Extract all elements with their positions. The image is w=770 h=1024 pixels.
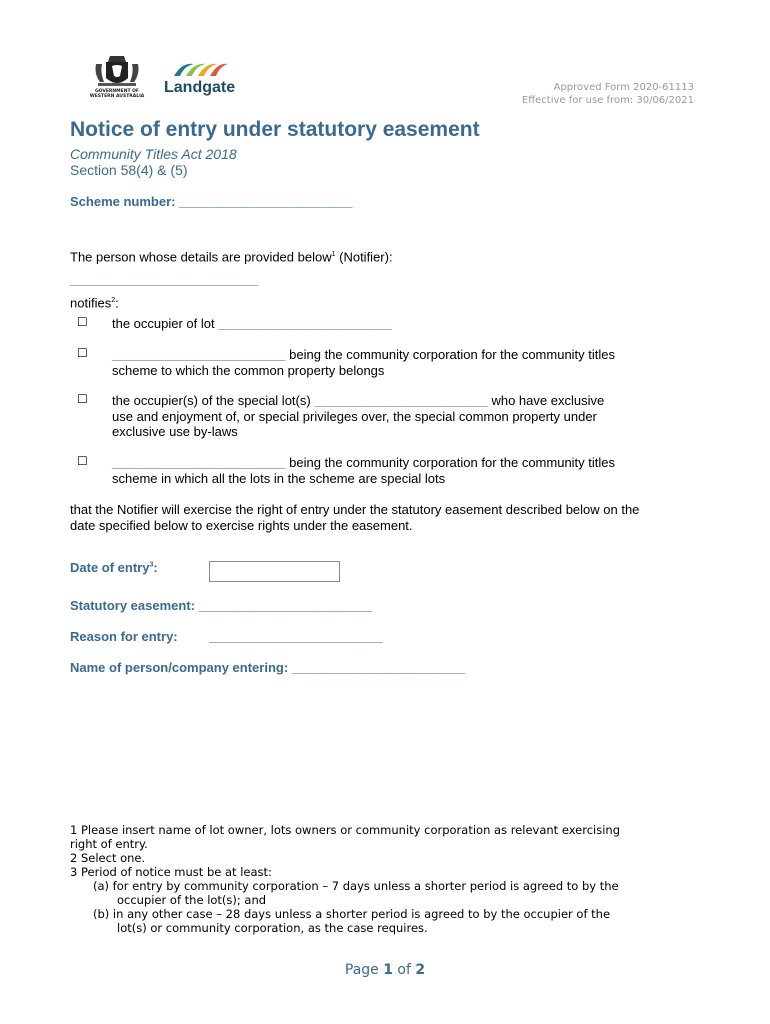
footnote-2: 2 Select one. [70, 851, 146, 865]
page-word: Page [344, 962, 384, 978]
gov-logo-caption [88, 89, 146, 99]
person-entering-label: Name of person/company entering: [70, 660, 289, 675]
date-label-text: Date of entry [70, 560, 150, 575]
gov-logo-line-2: WESTERN AUSTRALIA [89, 94, 145, 99]
option-1-lot-field[interactable]: ________________________ [218, 316, 392, 331]
act-name: Community Titles Act 2018 [70, 146, 237, 162]
notifies-word: notifies [70, 295, 112, 311]
reason-for-entry-field[interactable]: ________________________ [209, 629, 383, 644]
notice-paragraph-line-1: that the Notifier will exercise the right of entry under the statutory easement described below on the [70, 502, 640, 517]
footnote-3b-line-1: (b) in any other case – 28 days unless a shorter period is agreed to by the occupier of the [93, 907, 611, 921]
footnote-3b-line-2: lot(s) or community corporation, as the case requires. [117, 921, 428, 935]
form-meta [522, 81, 694, 107]
section-reference: Section 58(4) & (5) [70, 162, 188, 178]
option-2-checkbox[interactable]: ☐ [77, 346, 88, 360]
footnote-ref-3: 3 [149, 561, 154, 569]
footnote-3: 3 Period of notice must be at least: [70, 865, 272, 879]
option-2-corporation-field[interactable]: ________________________ [112, 347, 286, 362]
option-3-line-2: use and enjoyment of, or special privileges over, the special common property under [112, 408, 597, 424]
option-3-line-1a: the occupier(s) of the special lot(s) [112, 393, 315, 408]
scheme-number-field[interactable]: ________________________ [179, 194, 353, 209]
statutory-easement-label: Statutory easement: [70, 598, 195, 613]
form-number: Approved Form 2020-61113 [553, 82, 694, 93]
scheme-number-row [70, 194, 353, 209]
notice-paragraph-line-2: date specified below to exercise rights under the easement. [70, 517, 413, 533]
statutory-easement-field[interactable]: ________________________ [198, 598, 373, 613]
notifies-label [70, 293, 119, 311]
notifier-name-field[interactable]: __________________________ [70, 272, 258, 287]
option-1-text [112, 316, 392, 332]
current-page: 1 [383, 962, 393, 978]
footnote-1-line-2: right of entry. [70, 837, 148, 851]
of-word: of [392, 962, 416, 978]
option-3-checkbox[interactable]: ☐ [77, 392, 88, 406]
option-4-corporation-field[interactable]: ________________________ [112, 455, 286, 470]
reason-for-entry-label: Reason for entry: [70, 629, 178, 644]
notifies-colon: : [115, 295, 119, 311]
date-label-colon: : [153, 560, 158, 575]
total-pages: 2 [415, 962, 426, 978]
option-4-checkbox[interactable]: ☐ [77, 454, 88, 468]
footnote-1-line-1: 1 Please insert name of lot owner, lots owners or community corporation as relevant exercising [70, 823, 621, 837]
footnote-ref-1: 1 [331, 251, 336, 258]
date-of-entry-input[interactable] [209, 561, 340, 582]
option-3-special-lots-field[interactable]: ________________________ [314, 393, 488, 408]
option-1-checkbox[interactable]: ☐ [77, 315, 88, 329]
option-4-line-1: being the community corporation for the community titles [285, 455, 616, 470]
notice-paragraph [70, 502, 710, 533]
option-4-text [112, 455, 682, 486]
landgate-swoosh-icon [172, 58, 228, 80]
date-of-entry-label [70, 560, 158, 575]
option-3-line-3: exclusive use by-laws [112, 424, 238, 439]
option-2-text [112, 347, 682, 378]
notifier-intro-text: The person whose details are provided below [70, 249, 332, 265]
option-3-text [112, 393, 682, 440]
notifier-intro [70, 247, 393, 265]
option-2-line-2: scheme to which the common property belongs [112, 362, 385, 378]
footnote-3a-line-2: occupier of the lot(s); and [117, 893, 267, 907]
notifier-intro-suffix: (Notifier): [335, 249, 393, 265]
gov-logo-line-1: GOVERNMENT OF [94, 89, 140, 94]
page-indicator [0, 962, 770, 978]
person-entering-row [70, 660, 465, 675]
footnote-ref-2: 2 [111, 297, 116, 304]
footnotes [70, 823, 710, 935]
landgate-wordmark: Landgate [164, 79, 236, 96]
option-1-label: the occupier of lot [112, 316, 219, 331]
person-entering-field[interactable]: ________________________ [291, 660, 466, 675]
option-2-line-1: being the community corporation for the community titles [285, 347, 616, 362]
scheme-number-label: Scheme number: [70, 194, 176, 209]
footnote-3a-line-1: (a) for entry by community corporation – 7 days unless a shorter period is agreed to by the [93, 879, 619, 893]
option-3-line-1b: who have exclusive [487, 393, 605, 408]
effective-date: Effective for use from: 30/06/2021 [521, 95, 694, 106]
option-4-line-2: scheme in which all the lots in the scheme are special lots [112, 470, 446, 486]
document-title: Notice of entry under statutory easement [70, 118, 480, 141]
statutory-easement-row [70, 598, 372, 613]
